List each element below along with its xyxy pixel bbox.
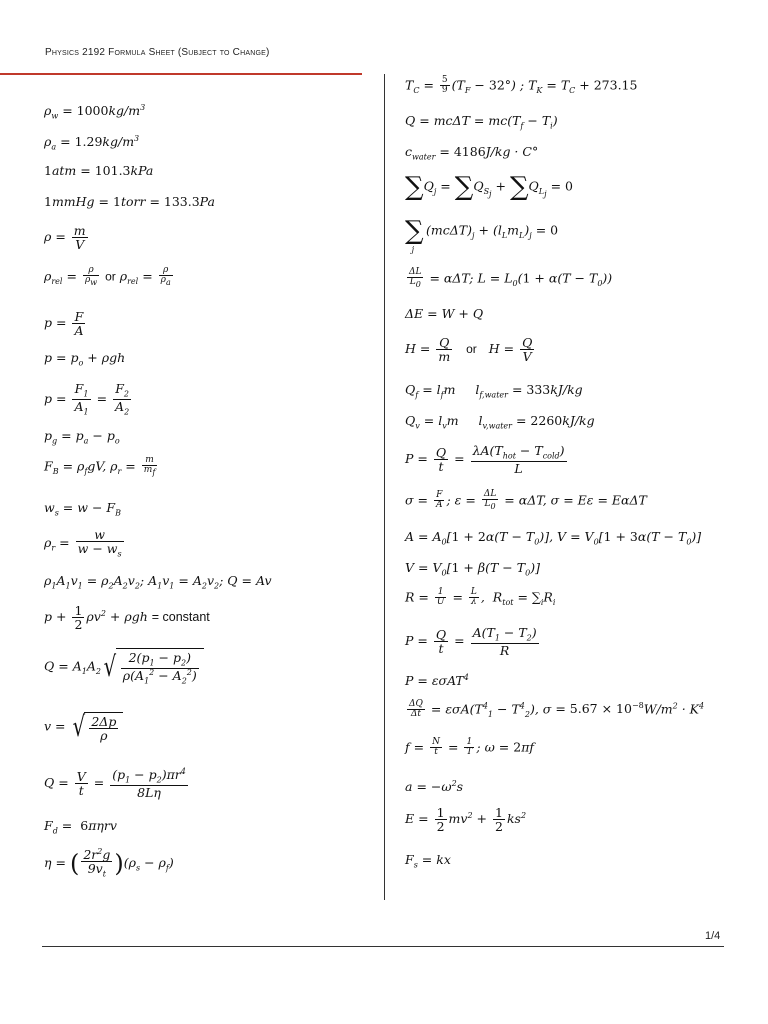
formula-heat-balance: $\sum Q_j = \sum Q_{S_j} + \sum Q_{L_j} = 0$ — [405, 172, 573, 202]
footer-rule — [42, 946, 724, 947]
formula-mmhg: 1mmHg = 1torr = 133.3Pa — [44, 194, 215, 209]
formula-bernoulli: p + $\frac{1}{2}$ $\rho v^2 + \rho gh$ = constant — [44, 603, 210, 633]
formula-air-density: $\rho_a = 1.29kg/m^3$ — [44, 134, 140, 152]
formula-water-density: $\rho_w = 1000kg/m^3$ — [44, 103, 146, 121]
formula-temperature: $T_C$ = $\frac{5}{9}$ $(T_F - 32^\circ)$ ; $T_K = T_C + 273.15$ — [405, 75, 638, 96]
formula-venturi: $Q = A_1A_2√$ $\frac{2(p_1 - p_2)}{\rho(A_1^2 - A_2^2)}$ — [44, 648, 204, 686]
formula-gauge: $p_g = p_a - p_o$ — [44, 428, 120, 446]
formula-shm-acceleration: $a = -\omega^2s$ — [405, 779, 464, 795]
formula-linear-expansion: $\frac{\Delta L}{L_0}$ = αΔT; $L = L_0(1 + \alpha(T - T_0))$ — [409, 267, 613, 290]
formula-velocity-pressure: v = √ $\frac{2\Delta p}{\rho}$ — [44, 712, 123, 742]
formula-stokes: $F_d = 6\pi\eta rv$ — [44, 818, 117, 836]
formula-stefan-boltzmann: P = εσAT$^4$ — [405, 673, 469, 689]
formula-radiation-rate: $\frac{\Delta Q}{\Delta t}$ = $\varepsilon\sigma A(T^4_1 - T^4_2)$, $\sigma = 5.67 \times 10^{-8}W/m^2 \cdot K^4$ — [409, 699, 705, 720]
formula-viscosity: η = ( $\frac{2r^2g}{9v_t}$ )$(\rho_s - \rho_f)$ — [44, 847, 174, 879]
formula-fusion: $Q_f = l_fm$ $l_{f,water} = 333kJ/kg$ — [405, 382, 583, 400]
page-number: 1/4 — [705, 930, 721, 942]
formula-heat: $Q = mc\Delta T = mc(T_f - T_i)$ — [405, 113, 558, 131]
formula-hooke: $F_s$ = kx — [405, 852, 451, 870]
formula-pressure: p = $\frac{F}{A}$ — [44, 309, 84, 339]
formula-specific-heat-water: $c_{water} = 4186J/kg \cdot C^\circ$ — [405, 144, 539, 162]
formula-relative-density-weight: $\rho_r$ = $\frac{w}{w - w_s}$ — [44, 527, 122, 559]
formula-conduction: P = $\frac{Q}{t}$ = $\frac{\lambda A(T_{hot} - T_{cold})}{L}$ — [405, 443, 565, 476]
formula-vaporization: $Q_v = l_vm$ $l_{v,water} = 2260kJ/kg$ — [405, 413, 595, 431]
page-header: Physics 2192 Formula Sheet (Subject to Change) — [45, 47, 270, 58]
column-divider — [384, 74, 385, 900]
formula-heat-sum: $\sum_j(mc\Delta T)_j + (l_Lm_L)_j = 0$ — [405, 216, 559, 254]
header-rule — [0, 73, 362, 75]
formula-thermal-resistance: R = $\frac{1}{U}$ = $\frac{L}{\lambda}$ , $R_{tot} = \sum_iR_i$ — [405, 587, 556, 608]
formula-continuity: $\rho_1A_1v_1 = \rho_2A_2v_2$; $A_1v_1 = A_2v_2$; Q = Av — [44, 573, 272, 591]
formula-density: ρ = $\frac{m}{V}$ — [44, 223, 86, 253]
formula-frequency: f = $\frac{N}{t}$ = $\frac{1}{T}$ ; ω = 2πf — [405, 737, 535, 758]
formula-pascal: p = $\frac{F_1}{A_1}$ = $\frac{F_2}{A_2}$ — [44, 381, 130, 417]
formula-relative-density: $\rho_{rel}$ = $\frac{\rho}{\rho_w}$ or $\rho_{rel}$ = $\frac{\rho}{\rho_a}$ — [44, 265, 171, 288]
formula-heat-per-unit: H = $\frac{Q}{m}$ or H = $\frac{Q}{V}$ — [405, 335, 533, 365]
formula-buoyancy: $F_B = \rho_fgV$, $\rho_r$ = $\frac{m}{m_f}$ — [44, 455, 156, 478]
formula-shm-energy: E = $\frac{1}{2}$ $mv^2$ + $\frac{1}{2}$ $ks^2$ — [405, 805, 527, 835]
formula-atm: 1atm = 101.3kPa — [44, 163, 154, 178]
formula-first-law: ΔE = W + Q — [405, 306, 484, 321]
formula-poiseuille: Q = $\frac{V}{t}$ = $\frac{(p_1 - p_2)\pi r^4}{8L\eta}$ — [44, 767, 186, 801]
formula-stress-strain: σ = $\frac{F}{A}$ ; ε = $\frac{\Delta L}{L_0}$ = αΔT, σ = Eε = EαΔT — [405, 489, 647, 512]
formula-heat-flow-resistance: P = $\frac{Q}{t}$ = $\frac{A(T_1 - T_2)}{R}$ — [405, 625, 537, 658]
formula-hydrostatic: $p = p_o + \rho gh$ — [44, 350, 126, 368]
formula-area-volume-expansion: $A = A_0[1 + 2\alpha(T - T_0)]$, $V = V_0[1 + 3\alpha(T - T_0)]$ — [405, 529, 702, 547]
formula-apparent-weight: $w_s = w - F_B$ — [44, 500, 121, 518]
formula-volume-expansion: $V = V_0[1 + \beta(T - T_0)]$ — [405, 560, 540, 578]
